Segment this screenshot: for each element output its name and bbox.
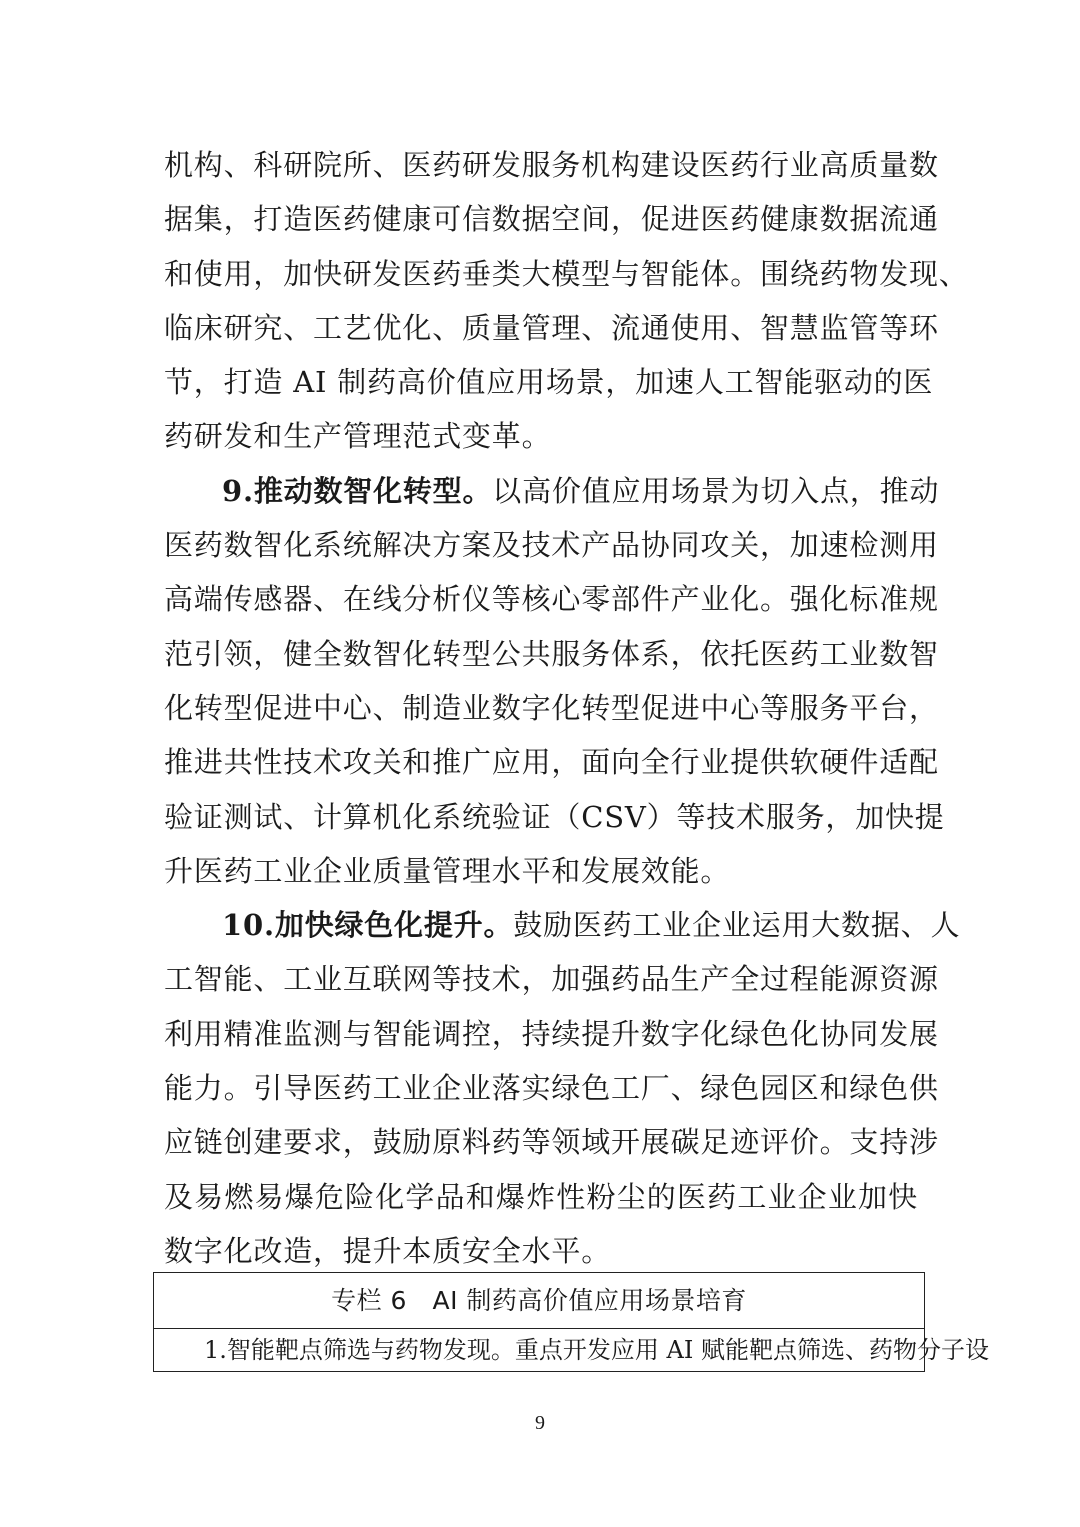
body-text	[164, 138, 969, 1278]
page-number: 9	[535, 1412, 545, 1434]
text-line: 推进共性技术攻关和推广应用，面向全行业提供软硬件适配	[164, 745, 939, 780]
text-line: 应链创建要求，鼓励原料药等领域开展碳足迹评价。支持涉	[164, 1125, 939, 1160]
column-box-line: 1.智能靶点筛选与药物发现。重点开发应用 AI 赋能靶点筛选、药物分子设	[204, 1336, 989, 1364]
column-box-title: 专栏 6 AI 制药高价值应用场景培育	[154, 1273, 924, 1329]
text-line: 和使用，加快研发医药垂类大模型与智能体。围绕药物发现、	[164, 256, 969, 291]
text-line: 节，打造 AI 制药高价值应用场景，加速人工智能驱动的医	[164, 365, 934, 400]
section-10-first-line-text: 鼓励医药工业企业运用大数据、人	[513, 908, 961, 943]
text-line: 范引领，健全数智化转型公共服务体系，依托医药工业数智	[164, 636, 939, 671]
section-10-heading: 10.加快绿色化提升。	[222, 908, 514, 943]
text-line: 化转型促进中心、制造业数字化转型促进中心等服务平台，	[164, 690, 939, 725]
section-9-heading: 9.推动数智化转型。	[222, 473, 493, 508]
text-line: 验证测试、计算机化系统验证（CSV）等技术服务，加快提	[164, 799, 945, 834]
text-line: 药研发和生产管理范式变革。	[164, 419, 552, 454]
text-line: 据集，打造医药健康可信数据空间，促进医药健康数据流通	[164, 202, 939, 237]
text-line: 高端传感器、在线分析仪等核心零部件产业化。强化标准规	[164, 582, 939, 617]
text-line: 数字化改造，提升本质安全水平。	[164, 1233, 612, 1268]
text-line: 机构、科研院所、医药研发服务机构建设医药行业高质量数	[164, 148, 939, 182]
text-line: 利用精准监测与智能调控，持续提升数字化绿色化协同发展	[164, 1016, 939, 1051]
text-line: 及易燃易爆危险化学品和爆炸性粉尘的医药工业企业加快	[164, 1179, 918, 1214]
text-line: 升医药工业企业质量管理水平和发展效能。	[164, 853, 731, 888]
column-box	[153, 1272, 989, 1372]
text-line: 医药数智化系统解决方案及技术产品协同攻关，加速检测用	[164, 528, 939, 563]
text-line: 临床研究、工艺优化、质量管理、流通使用、智慧监管等环	[164, 310, 939, 345]
section-9-first-line-text: 以高价值应用场景为切入点，推动	[492, 473, 940, 508]
section-9-first-line	[164, 464, 940, 518]
text-line: 工智能、工业互联网等技术，加强药品生产全过程能源资源	[164, 962, 939, 997]
section-10-first-line	[164, 898, 961, 952]
text-line: 能力。引导医药工业企业落实绿色工厂、绿色园区和绿色供	[164, 1071, 939, 1106]
